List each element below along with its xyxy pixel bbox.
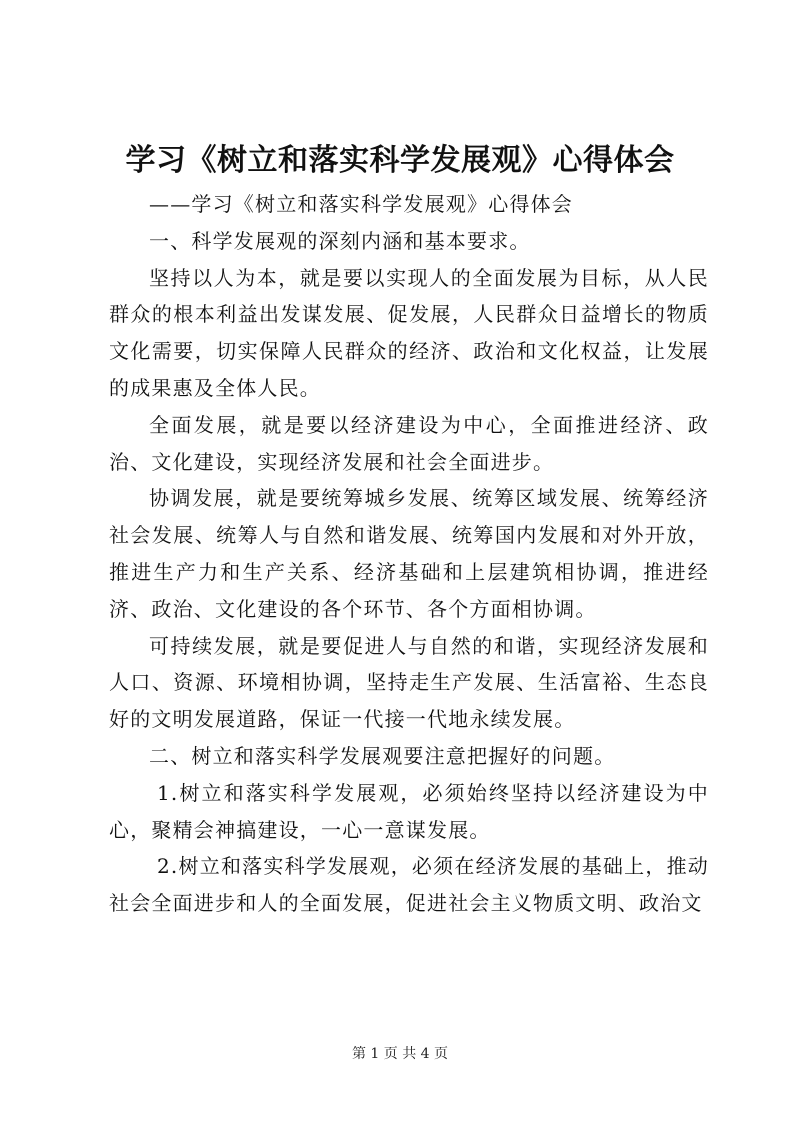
page-number-footer: 第 1 页 共 4 页	[351, 1046, 449, 1062]
document-title: 学习《树立和落实科学发展观》心得体会	[125, 143, 675, 178]
paragraph-people-oriented: 坚持以人为本，就是要以实现人的全面发展为目标，从人民群众的根本利益出发谋发展、促发展，人民群众日益增长的物质文化需要，切实保障人民群众的经济、政治和文化权益，让发展的成果惠及全体人民。	[109, 265, 709, 400]
section-heading-2: 二、树立和落实科学发展观要注意把握好的问题。	[149, 743, 616, 768]
paragraph-coordinated-development: 协调发展，就是要统筹城乡发展、统筹区域发展、统筹经济社会发展、统筹人与自然和谐发展、统筹国内发展和对外开放，推进生产力和生产关系、经济基础和上层建筑相协调，推进经济、政治、文化建设的各个环节、各个方面相协调。	[109, 486, 709, 621]
paragraph-sustainable-development: 可持续发展，就是要促进人与自然的和谐，实现经济发展和人口、资源、环境相协调，坚持走生产发展、生活富裕、生态良好的文明发展道路，保证一代接一代地永续发展。	[109, 633, 709, 732]
document-body	[109, 186, 709, 922]
subtitle-paragraph: ——学习《树立和落实科学发展观》心得体会	[149, 192, 573, 216]
section-heading-1: 一、科学发展观的深刻内涵和基本要求。	[149, 228, 531, 253]
numbered-point-1: 1.树立和落实科学发展观，必须始终坚持以经济建设为中心，聚精会神搞建设，一心一意谋发展。	[109, 780, 709, 842]
numbered-point-2: 2.树立和落实科学发展观，必须在经济发展的基础上，推动社会全面进步和人的全面发展，促进社会主义物质文明、政治文	[109, 854, 709, 916]
paragraph-comprehensive-development: 全面发展，就是要以经济建设为中心，全面推进经济、政治、文化建设，实现经济发展和社会全面进步。	[109, 412, 709, 474]
